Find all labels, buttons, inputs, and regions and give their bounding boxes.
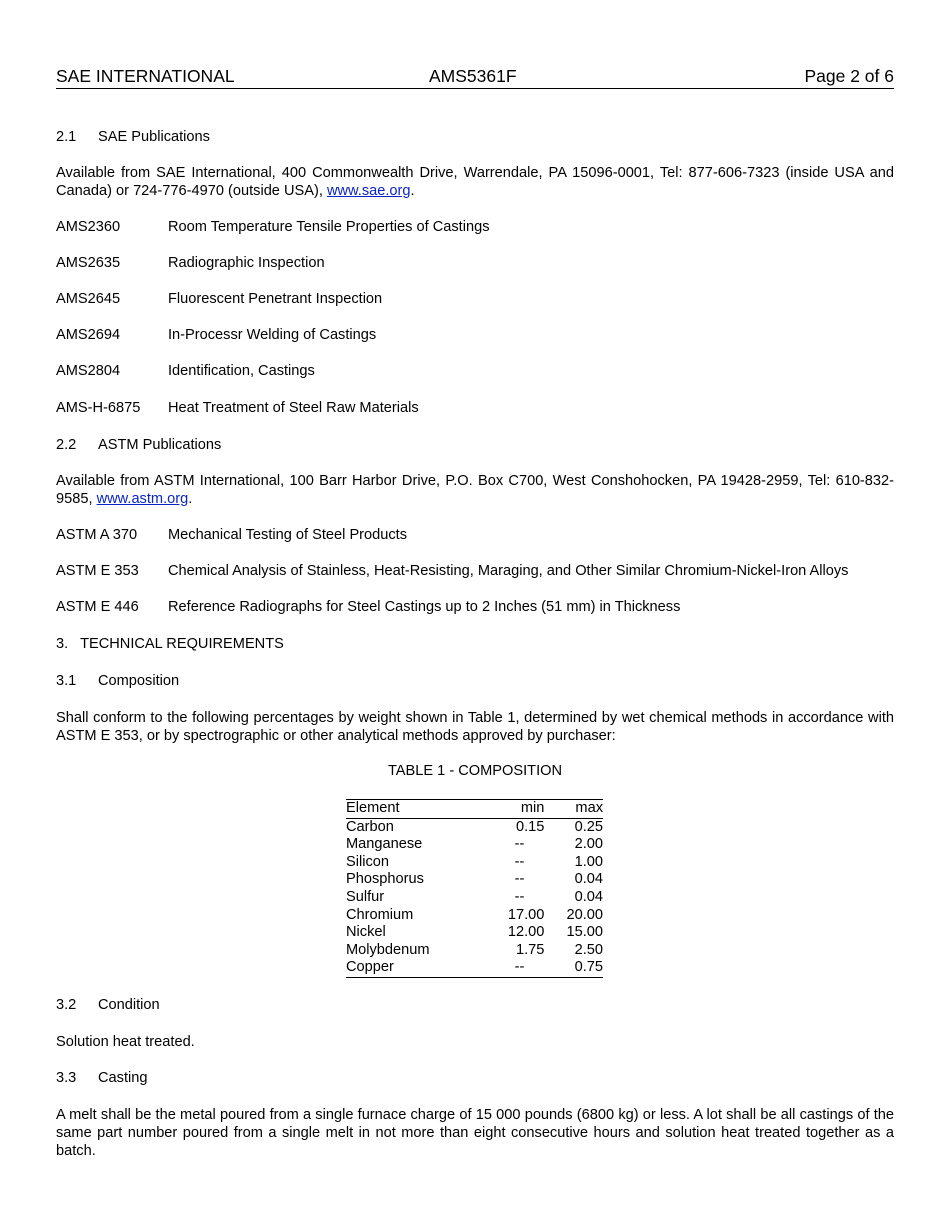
- table-row: Copper -- 0.75: [346, 959, 603, 977]
- reference-code: ASTM E 446: [56, 599, 139, 615]
- astm-availability-paragraph: Available from ASTM International, 100 Barr Harbor Drive, P.O. Box C700, West Conshohocken, PA 19428-2959, Tel: 610-832-9585, www.astm.org.: [56, 473, 894, 507]
- section-3-2-heading: [56, 996, 894, 1014]
- reference-title: Reference Radiographs for Steel Castings up to 2 Inches (51 mm) in Thickness: [168, 599, 681, 615]
- section-number: 3.1: [56, 673, 77, 689]
- table-row: Silicon -- 1.00: [346, 853, 603, 870]
- composition-table: [346, 799, 603, 978]
- page-header: [56, 66, 894, 89]
- reference-title: In-Processr Welding of Castings: [168, 327, 377, 343]
- header-doc-number: AMS5361F: [429, 66, 517, 86]
- section-3-3-heading: [56, 1069, 894, 1087]
- section-number: 3.3: [56, 1070, 77, 1086]
- reference-title: Identification, Castings: [168, 363, 315, 379]
- table-row: Sulfur -- 0.04: [346, 888, 603, 905]
- reference-code: AMS2694: [56, 327, 121, 343]
- table-row: Molybdenum 1.75 2.50: [346, 941, 603, 958]
- section-number: 2.2: [56, 437, 77, 453]
- section-title: Casting: [98, 1070, 148, 1086]
- reference-title: Mechanical Testing of Steel Products: [168, 527, 408, 543]
- header-page-number: Page 2 of 6: [804, 66, 894, 86]
- condition-paragraph: Solution heat treated.: [56, 1034, 195, 1050]
- reference-title: Fluorescent Penetrant Inspection: [168, 291, 383, 307]
- composition-paragraph: Shall conform to the following percentages by weight shown in Table 1, determined by wet chemical methods in accordance with ASTM E 353, or by spectrographic or other analytical methods approved by purchaser:: [56, 710, 894, 744]
- casting-paragraph: A melt shall be the metal poured from a single furnace charge of 15 000 pounds (6800 kg) or less. A lot shall be all castings of the same part number poured from a single melt in not more than eight consecutive hours and solution heat treated together as a batch.: [56, 1107, 894, 1159]
- reference-code: AMS-H-6875: [56, 400, 141, 416]
- section-title: ASTM Publications: [98, 437, 222, 453]
- header-org: SAE INTERNATIONAL: [56, 66, 235, 86]
- reference-code: AMS2635: [56, 255, 121, 271]
- reference-code: AMS2645: [56, 291, 121, 307]
- column-header-max: max: [544, 800, 603, 819]
- astm-website-link[interactable]: www.astm.org: [96, 491, 189, 507]
- table-row: Carbon 0.15 0.25: [346, 818, 603, 835]
- reference-title: Radiographic Inspection: [168, 255, 325, 271]
- reference-title: Room Temperature Tensile Properties of Castings: [168, 219, 490, 235]
- table-header-row: [346, 800, 603, 819]
- reference-code: AMS2360: [56, 219, 121, 235]
- column-header-min: min: [483, 800, 544, 819]
- section-title: Condition: [98, 997, 160, 1013]
- sae-availability-paragraph: Available from SAE International, 400 Commonwealth Drive, Warrendale, PA 15096-0001, Tel: 877-606-7323 (inside USA and Canada) or 724-776-4970 (outside USA), www.sae.org.: [56, 165, 894, 199]
- section-2-2-heading: [56, 436, 894, 454]
- table-title: TABLE 1 - COMPOSITION: [387, 763, 563, 779]
- table-row: Phosphorus -- 0.04: [346, 871, 603, 888]
- section-title: SAE Publications: [98, 129, 210, 145]
- section-3-heading: 3. TECHNICAL REQUIREMENTS: [56, 636, 284, 652]
- reference-code: ASTM A 370: [56, 527, 138, 543]
- reference-code: ASTM E 353: [56, 563, 139, 579]
- section-2-1-heading: [56, 128, 894, 146]
- table-row: Nickel 12.00 15.00: [346, 924, 603, 941]
- reference-title: Heat Treatment of Steel Raw Materials: [168, 400, 419, 416]
- section-number: 3.2: [56, 997, 77, 1013]
- table-row: Chromium 17.00 20.00: [346, 906, 603, 923]
- reference-code: AMS2804: [56, 363, 121, 379]
- section-number: 2.1: [56, 129, 77, 145]
- column-header-element: Element: [346, 800, 483, 819]
- section-title: Composition: [98, 673, 180, 689]
- section-3-1-heading: [56, 672, 894, 690]
- reference-title: Chemical Analysis of Stainless, Heat-Resisting, Maraging, and Other Similar Chromium-Nickel-Iron Alloys: [168, 563, 849, 579]
- table-row: Manganese -- 2.00: [346, 836, 603, 853]
- sae-website-link[interactable]: www.sae.org: [326, 183, 411, 199]
